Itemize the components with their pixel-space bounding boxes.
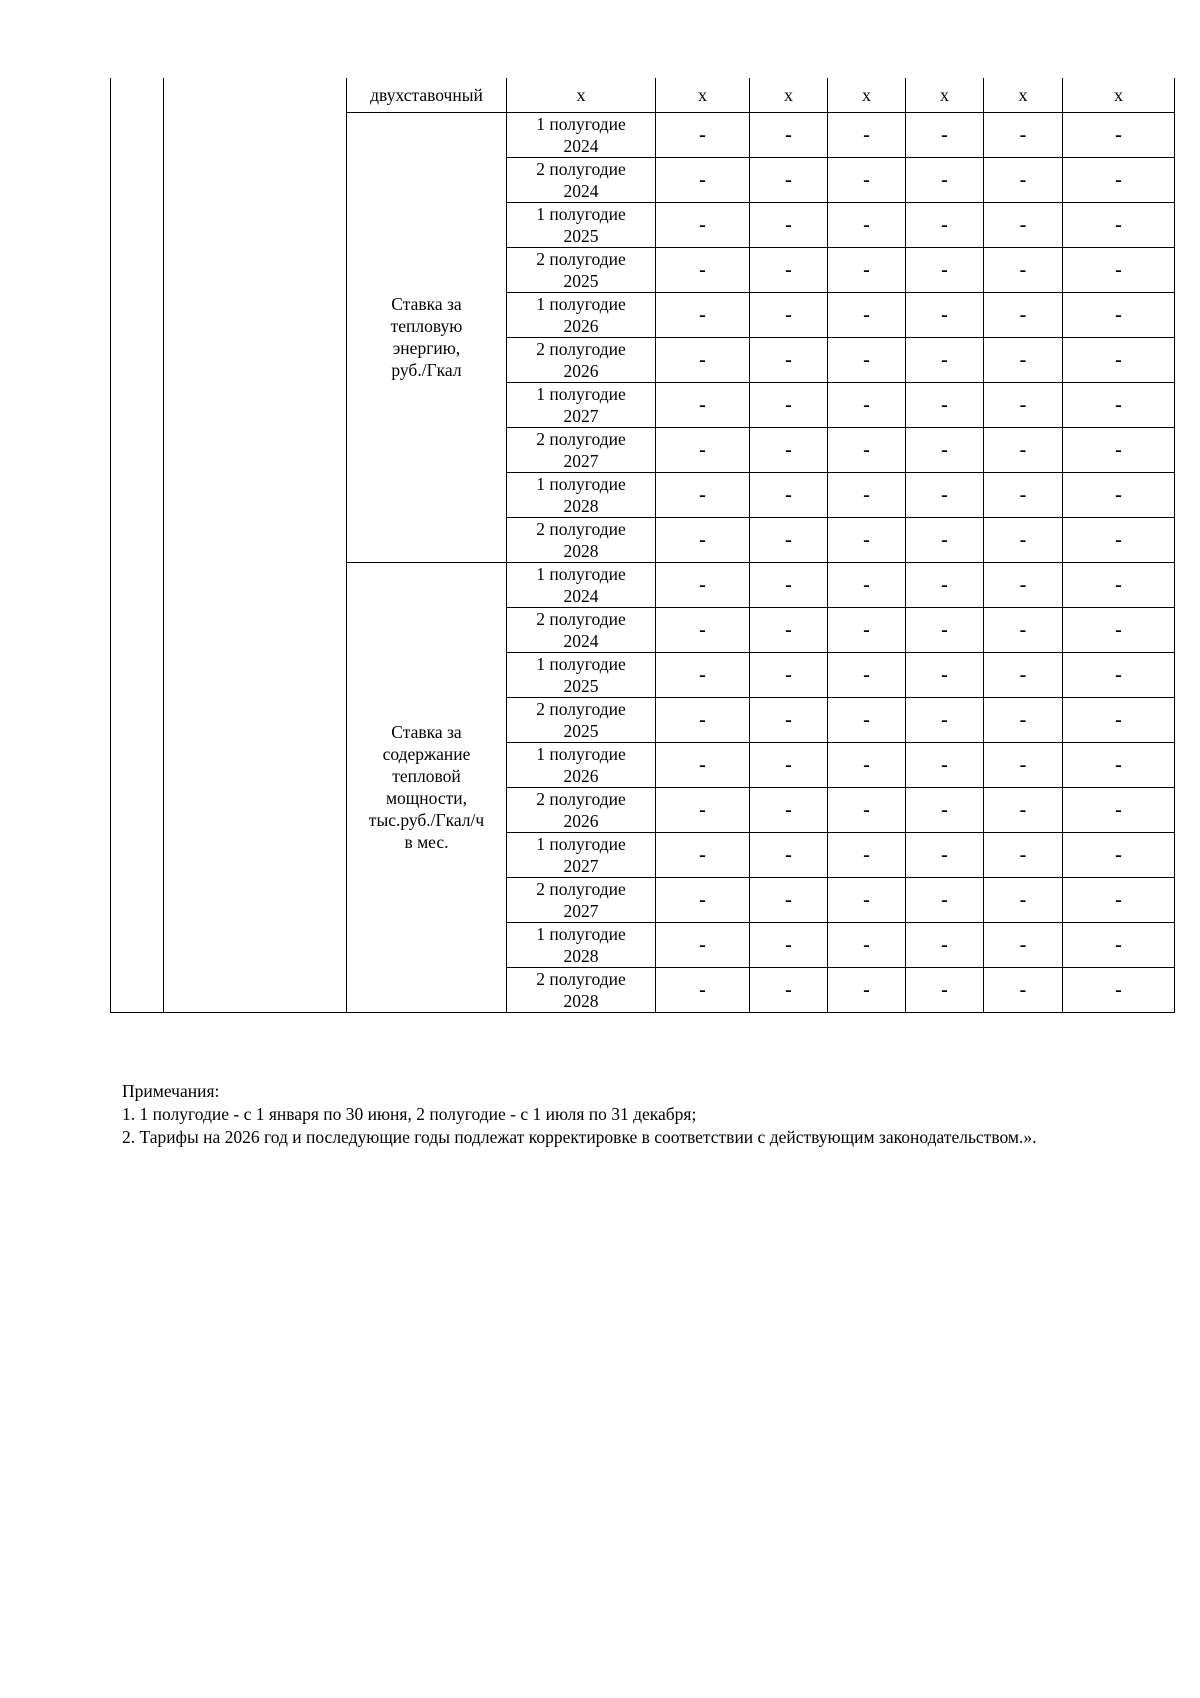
value-cell: - <box>906 382 984 427</box>
value-cell: - <box>828 517 906 562</box>
value-cell: - <box>750 877 828 922</box>
tariff-table <box>110 78 1175 1013</box>
value-cell: - <box>1063 742 1175 787</box>
value-cell: - <box>656 517 750 562</box>
value-cell: - <box>828 472 906 517</box>
value-cell: - <box>750 607 828 652</box>
value-cell: - <box>828 652 906 697</box>
value-cell: - <box>656 247 750 292</box>
value-cell: - <box>906 517 984 562</box>
value-cell: - <box>984 112 1063 157</box>
period-text: 1 полугодие <box>536 923 626 944</box>
value-cell: - <box>906 832 984 877</box>
period-cell <box>507 247 656 292</box>
value-cell: - <box>906 607 984 652</box>
period-text: 2028 <box>563 495 599 516</box>
period-cell <box>507 427 656 472</box>
period-cell <box>507 517 656 562</box>
period-cell <box>507 292 656 337</box>
value-cell: - <box>1063 922 1175 967</box>
value-cell: - <box>656 742 750 787</box>
value-cell: - <box>750 697 828 742</box>
value-cell: - <box>1063 967 1175 1012</box>
value-cell: - <box>1063 832 1175 877</box>
period-cell <box>507 832 656 877</box>
period-text: 2025 <box>563 225 599 246</box>
value-cell: - <box>750 472 828 517</box>
value-cell: - <box>1063 337 1175 382</box>
value-cell: - <box>984 787 1063 832</box>
period-cell <box>507 112 656 157</box>
notes-heading: Примечания: <box>122 1081 220 1101</box>
period-text: 1 полугодие <box>536 563 626 584</box>
period-text: 1 полугодие <box>536 203 626 224</box>
period-text: 2 полугодие <box>536 518 626 539</box>
value-cell: - <box>906 922 984 967</box>
value-cell: - <box>1063 562 1175 607</box>
value-cell: - <box>656 697 750 742</box>
value-cell: - <box>828 337 906 382</box>
value-cell: - <box>656 157 750 202</box>
period-text: 2026 <box>563 315 599 336</box>
period-text: 2027 <box>563 900 599 921</box>
top-row-value: х <box>906 78 984 112</box>
value-cell: - <box>828 157 906 202</box>
value-cell: - <box>906 427 984 472</box>
period-text: 1 полугодие <box>536 653 626 674</box>
value-cell: - <box>984 877 1063 922</box>
period-text: 1 полугодие <box>536 473 626 494</box>
period-text: 1 полугодие <box>536 383 626 404</box>
period-cell <box>507 202 656 247</box>
rate-group-label-line: энергию, <box>392 338 461 358</box>
value-cell: - <box>750 157 828 202</box>
value-cell: - <box>1063 382 1175 427</box>
value-cell: - <box>1063 427 1175 472</box>
value-cell: - <box>750 382 828 427</box>
period-text: 2 полугодие <box>536 428 626 449</box>
period-cell <box>507 562 656 607</box>
period-text: 2 полугодие <box>536 338 626 359</box>
value-cell: - <box>906 292 984 337</box>
value-cell: - <box>828 787 906 832</box>
value-cell: - <box>984 337 1063 382</box>
value-cell: - <box>1063 877 1175 922</box>
notes-block <box>122 1080 1102 1149</box>
value-cell: - <box>906 742 984 787</box>
value-cell: - <box>828 112 906 157</box>
period-cell <box>507 382 656 427</box>
period-cell <box>507 472 656 517</box>
value-cell: - <box>1063 517 1175 562</box>
period-text: 2024 <box>563 585 599 606</box>
value-cell: - <box>906 157 984 202</box>
note-item-2: 2. Тарифы на 2026 год и последующие годы подлежат корректировке в соответствии с действующим законодательством.». <box>122 1127 1037 1147</box>
value-cell: - <box>1063 697 1175 742</box>
value-cell: - <box>984 292 1063 337</box>
value-cell: - <box>750 517 828 562</box>
value-cell: - <box>828 607 906 652</box>
value-cell: - <box>984 247 1063 292</box>
value-cell: - <box>828 202 906 247</box>
value-cell: - <box>1063 292 1175 337</box>
value-cell: - <box>906 337 984 382</box>
value-cell: - <box>828 382 906 427</box>
value-cell: - <box>656 787 750 832</box>
value-cell: - <box>828 742 906 787</box>
value-cell: - <box>906 877 984 922</box>
value-cell: - <box>750 967 828 1012</box>
period-text: 2025 <box>563 270 599 291</box>
value-cell: - <box>750 292 828 337</box>
period-text: 2024 <box>563 180 599 201</box>
period-text: 2028 <box>563 945 599 966</box>
period-text: 2 полугодие <box>536 878 626 899</box>
value-cell: - <box>750 337 828 382</box>
value-cell: - <box>828 562 906 607</box>
period-cell <box>507 607 656 652</box>
rate-group-label <box>347 562 507 1012</box>
value-cell: - <box>906 652 984 697</box>
top-row-value: х <box>984 78 1063 112</box>
value-cell: - <box>656 607 750 652</box>
value-cell: - <box>828 697 906 742</box>
value-cell: - <box>984 562 1063 607</box>
period-text: 1 полугодие <box>536 833 626 854</box>
value-cell: - <box>1063 247 1175 292</box>
rate-group-label-line: Ставка за <box>391 722 462 742</box>
value-cell: - <box>828 832 906 877</box>
value-cell: - <box>984 472 1063 517</box>
period-cell <box>507 697 656 742</box>
period-text: 2026 <box>563 810 599 831</box>
value-cell: - <box>656 967 750 1012</box>
value-cell: - <box>1063 157 1175 202</box>
rate-group-label-line: в мес. <box>404 832 449 852</box>
table-row-two-part <box>111 78 1175 112</box>
rate-group-label-line: содержание <box>382 744 471 764</box>
value-cell: - <box>828 427 906 472</box>
top-row-value: х <box>656 78 750 112</box>
period-text: 2028 <box>563 540 599 561</box>
period-text: 2026 <box>563 360 599 381</box>
period-text: 2 полугодие <box>536 608 626 629</box>
value-cell: - <box>1063 787 1175 832</box>
top-row-value: х <box>750 78 828 112</box>
value-cell: - <box>750 742 828 787</box>
value-cell: - <box>656 112 750 157</box>
blank-column-2 <box>164 78 347 1012</box>
period-text: 2024 <box>563 630 599 651</box>
value-cell: - <box>984 832 1063 877</box>
value-cell: - <box>750 787 828 832</box>
rate-group-label-line: руб./Гкал <box>391 360 462 380</box>
value-cell: - <box>828 292 906 337</box>
value-cell: - <box>1063 652 1175 697</box>
period-cell <box>507 877 656 922</box>
value-cell: - <box>750 652 828 697</box>
value-cell: - <box>984 697 1063 742</box>
value-cell: - <box>828 967 906 1012</box>
value-cell: - <box>906 472 984 517</box>
tariff-type-label: двухставочный <box>347 78 507 112</box>
value-cell: - <box>1063 202 1175 247</box>
value-cell: - <box>750 112 828 157</box>
value-cell: - <box>750 202 828 247</box>
period-text: 2 полугодие <box>536 158 626 179</box>
rate-group-label-line: мощности, <box>385 788 467 808</box>
value-cell: - <box>984 157 1063 202</box>
value-cell: - <box>1063 607 1175 652</box>
value-cell: - <box>906 787 984 832</box>
period-text: 1 полугодие <box>536 743 626 764</box>
rate-group-label-line: тепловую <box>390 316 463 336</box>
value-cell: - <box>906 112 984 157</box>
period-text: 1 полугодие <box>536 293 626 314</box>
period-text: 2 полугодие <box>536 968 626 989</box>
value-cell: - <box>984 607 1063 652</box>
value-cell: - <box>984 202 1063 247</box>
rate-group-label-line: тепловой <box>392 766 461 786</box>
value-cell: - <box>656 292 750 337</box>
value-cell: - <box>750 832 828 877</box>
top-row-value: х <box>828 78 906 112</box>
period-cell <box>507 652 656 697</box>
value-cell: - <box>906 562 984 607</box>
value-cell: - <box>656 202 750 247</box>
value-cell: - <box>656 877 750 922</box>
period-text: 2028 <box>563 990 599 1011</box>
top-row-value: х <box>1063 78 1175 112</box>
value-cell: - <box>750 562 828 607</box>
value-cell: - <box>656 337 750 382</box>
rate-group-label-line: Ставка за <box>391 294 462 314</box>
value-cell: - <box>984 742 1063 787</box>
period-cell <box>507 967 656 1012</box>
period-text: 2 полугодие <box>536 248 626 269</box>
value-cell: - <box>984 652 1063 697</box>
period-text: 2 полугодие <box>536 788 626 809</box>
value-cell: - <box>984 922 1063 967</box>
value-cell: - <box>1063 472 1175 517</box>
value-cell: - <box>750 922 828 967</box>
value-cell: - <box>1063 112 1175 157</box>
blank-column-1 <box>111 78 164 1012</box>
value-cell: - <box>828 877 906 922</box>
top-row-value: х <box>507 78 656 112</box>
value-cell: - <box>906 967 984 1012</box>
value-cell: - <box>906 202 984 247</box>
period-cell <box>507 337 656 382</box>
value-cell: - <box>656 562 750 607</box>
period-cell <box>507 787 656 832</box>
value-cell: - <box>656 922 750 967</box>
period-text: 2027 <box>563 855 599 876</box>
value-cell: - <box>984 517 1063 562</box>
period-text: 2027 <box>563 450 599 471</box>
value-cell: - <box>656 652 750 697</box>
value-cell: - <box>656 832 750 877</box>
rate-group-label <box>347 112 507 562</box>
period-text: 1 полугодие <box>536 113 626 134</box>
value-cell: - <box>984 967 1063 1012</box>
value-cell: - <box>984 427 1063 472</box>
value-cell: - <box>984 382 1063 427</box>
rate-group-label-line: тыс.руб./Гкал/ч <box>368 810 485 830</box>
value-cell: - <box>750 247 828 292</box>
period-text: 2025 <box>563 675 599 696</box>
value-cell: - <box>750 427 828 472</box>
period-text: 2025 <box>563 720 599 741</box>
note-item-1: 1. 1 полугодие - с 1 января по 30 июня, 2 полугодие - с 1 июля по 31 декабря; <box>122 1104 697 1124</box>
period-cell <box>507 157 656 202</box>
period-text: 2027 <box>563 405 599 426</box>
period-text: 2 полугодие <box>536 698 626 719</box>
value-cell: - <box>656 472 750 517</box>
value-cell: - <box>906 247 984 292</box>
period-cell <box>507 922 656 967</box>
value-cell: - <box>656 382 750 427</box>
value-cell: - <box>656 427 750 472</box>
value-cell: - <box>828 922 906 967</box>
period-cell <box>507 742 656 787</box>
value-cell: - <box>906 697 984 742</box>
period-text: 2024 <box>563 135 599 156</box>
period-text: 2026 <box>563 765 599 786</box>
value-cell: - <box>828 247 906 292</box>
